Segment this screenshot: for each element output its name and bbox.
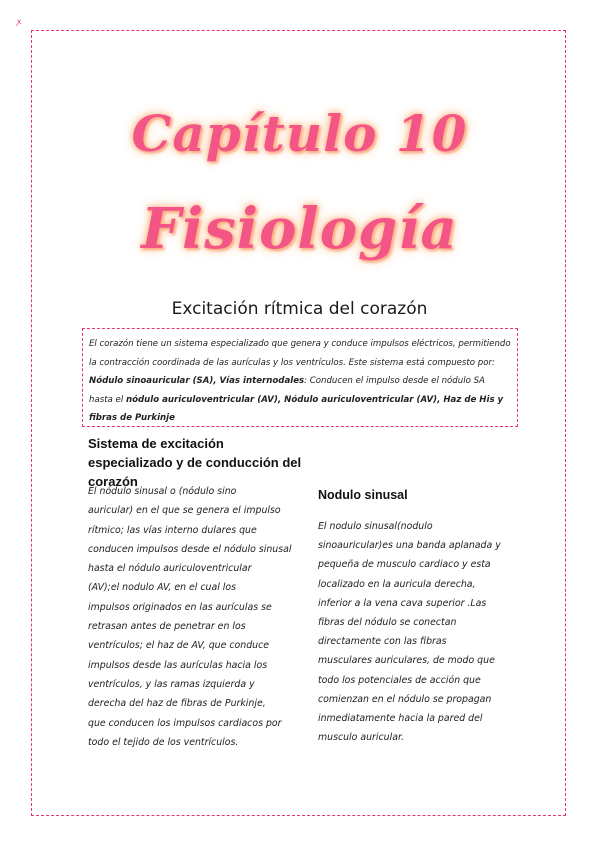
text-line: El nódulo sinusal o (nódulo sino [88, 486, 237, 497]
text-line: comienzan en el nódulo se propagan [318, 693, 492, 705]
corner-mark: ꭗ [17, 17, 22, 26]
intro-box [82, 328, 518, 427]
text-line: impulsos desde las aurículas hacia los [88, 659, 268, 671]
text-line: ventrículos; el haz de AV, que conduce [88, 640, 270, 652]
text-line: musculares auriculares, de modo que [318, 655, 495, 667]
page-subtitle: Excitación rítmica del corazón [171, 299, 428, 319]
text-line: auricular) en el que se genera el impulso [88, 505, 281, 517]
text-line: musculo auricular. [318, 732, 404, 744]
right-column [318, 517, 530, 747]
text-line: localizado en la auricula derecha, [318, 578, 476, 590]
text-line: que conducen los impulsos cardiacos por [88, 717, 282, 729]
text-line: inmediatamente hacia la pared del [318, 713, 483, 725]
right-column-heading: Nodulo sinusal [318, 488, 408, 502]
intro-bold-1: Nódulo sinoauricular (SA), Vías internodales [89, 376, 305, 386]
text-line: hasta el nódulo auriculoventricular [88, 563, 252, 575]
text-line: todo el tejido de los ventrículos. [88, 736, 239, 748]
chapter-title: Capítulo 10 [131, 104, 468, 163]
text-line: retrasan antes de penetrar en los [88, 621, 246, 633]
text-line: rítmico; las vías interno dulares que [88, 524, 257, 536]
left-column [88, 482, 298, 752]
text-line: directamente con las fibras [318, 636, 447, 648]
section-heading: Sistema de excitación especializado y de conducción del corazón [88, 436, 302, 489]
text-line: (AV);el nodulo AV, en el cual los [88, 582, 237, 594]
text-line: ventrículos, y las ramas izquierda y [88, 678, 255, 690]
text-line: sinoauricular)es una banda aplanada y [318, 540, 501, 552]
text-line: inferior a la vena cava superior .Las [318, 597, 487, 609]
text-line: derecha del haz de fibras de Purkinje, [88, 698, 266, 710]
text-line: El nodulo sinusal(nodulo [318, 521, 433, 532]
text-line: pequeña de musculo cardiaco y esta [318, 559, 491, 571]
intro-text-1: El corazón tiene un sistema especializado que genera y conduce impulsos eléctricos, permitiendo la contracción coordinada de las aurículas y los ventrículos. Este sistema está compuesto por: [89, 339, 511, 368]
text-line: conducen impulsos desde el nódulo sinusal [88, 543, 292, 555]
intro-text-2: : Conducen el impulso desde el nódulo SA hasta el [89, 376, 485, 405]
text-line: todo los potenciales de acción que [318, 674, 481, 686]
intro-bold-2: nódulo auriculoventricular (AV), Nódulo auriculoventricular (AV), Haz de His y fibras de Purkinje [89, 394, 504, 423]
text-line: fibras del nódulo se conectan [318, 617, 457, 629]
text-line: impulsos originados en las aurículas se [88, 601, 272, 613]
subject-title: Fisiología [141, 196, 458, 262]
